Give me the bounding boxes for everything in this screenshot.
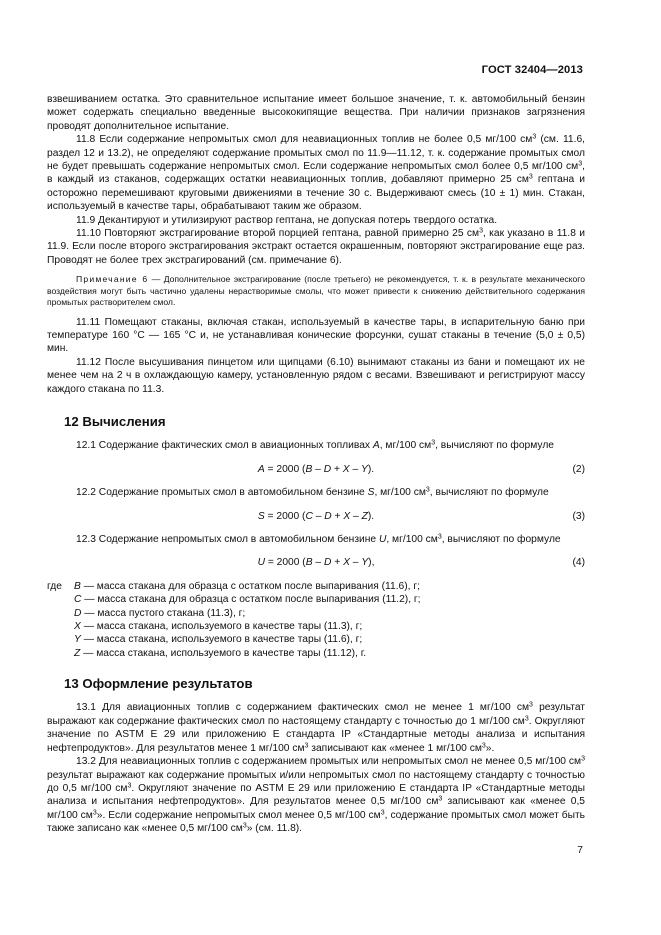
definition-b: B — масса стакана для образца с остатком после выпаривания (11.6), г; [74, 580, 420, 592]
paragraph-11-10: 11.10 Повторяют экстрагирование второй порцией гептана, равной примерно 25 $см^3$, как указано в 11.8 и 11.9. Если после второго экстрагирования экстракт остается окрашенным, повторяют экстрагирование еще раз. Проводят не более трех экстрагирований (см. примечание 6). [47, 227, 585, 266]
variable-definitions [47, 580, 585, 660]
section-12 [47, 415, 585, 660]
paragraph-11-8: 11.8 Если содержание непромытых смол для неавиационных топлив не более 0,5 мг/100 $см^3$ (см. 11.6, раздел 12 и 13.2), не определяют содержание промытых смол по 11.9—11.12, т. к. содержание промытых смол не будет превышать содержание непромытых смол. Если содержание непромытых смол более 0,5 мг/100 $см^3$, в каждый из стаканов, содержащих остатки неавиационных топлив, добавляют примерно 25 $см^3$ гептана и осторожно перемешивают круговыми движениями в течение 30 с. Выдерживают смесь (10 ± 1) мин. Стакан, используемый в качестве тары, обрабатывают таким же образом. [47, 133, 585, 213]
definition-row [47, 593, 585, 606]
page-number: 7 [577, 845, 583, 856]
paragraph-12-1: 12.1 Содержание фактических смол в авиационных топливах A, мг/100 $см^3$, вычисляют по формуле [76, 439, 555, 452]
definition-row [47, 620, 585, 633]
definition-c: C — масса стакана для образца с остатком после выпаривания (11.2), г; [74, 594, 421, 606]
paragraph-11-11: 11.11 Помещают стаканы, включая стакан, используемый в качестве тары, в испарительную баню при температуре 160 °С — 165 °С и, не устанавливая конические форсунки, сушат стаканы в течение (5,0 ± 0,5) мин. [47, 316, 585, 355]
formula-4-expression: U = 2000 (B – D + X – Y), [257, 557, 375, 569]
paragraph-13-2: 13.2 Для неавиационных топлив с содержанием промытых или непромытых смол не менее 0,5 мг/100 $см^3$ результат выражают как содержание промытых и/или непромытых смол по настоящему стандарту с точностью до 0,5 мг/100 $см^3$. Округляют значение по ASTM E 29 или приложению Е стандарта IP «Стандартные методы анализа и испытания нефтепродуктов». Для результатов менее 0,5 мг/100 $см^3$ записывают как «менее 0,5 мг/100 $см^3$». Если содержание непромытых смол менее 0,5 мг/100 $см^3$, содержание промытых смол может быть также записано как «менее 0,5 мг/100 $см^3$» (см. 11.8). [47, 755, 585, 835]
formula-2-expression: A = 2000 (B – D + X – Y). [257, 463, 375, 475]
formula-4 [47, 556, 585, 569]
definition-d: D — масса пустого стакана (11.3), г; [74, 607, 246, 619]
paragraph-11-9: 11.9 Декантируют и утилизируют раствор гептана, не допуская потерь твердого остатка. [76, 214, 498, 226]
formula-3-expression: S = 2000 (C – D + X – Z). [257, 510, 375, 522]
paragraph-13-1: 13.1 Для авиационных топлив с содержанием фактических смол не менее 1 мг/100 $см^3$ результат выражают как содержание фактических смол по настоящему стандарту с точностью до 1 мг/100 $см^3$. Округляют значение по ASTM E 29 или приложению Е стандарта IP «Стандартные методы анализа и испытания нефтепродуктов». Для результатов менее 1 мг/100 $см^3$ записывают как «менее 1 мг/100 $см^3$». [47, 701, 585, 754]
page-body [47, 93, 585, 836]
formula-2 [47, 463, 585, 476]
formula-4-number: (4) [572, 557, 585, 569]
formula-3 [47, 510, 585, 523]
intro-paragraph: взвешиванием остатка. Это сравнительное испытание имеет большое значение, т. к. автомобильный бензин может содержать специально введенные высококипящие вещества. При наличии признаков загрязнения проводят дополнительное испытание. [47, 94, 585, 132]
formula-2-number: (2) [572, 463, 585, 475]
definition-row [47, 647, 585, 660]
note-6-text: — Дополнительное экстрагирование (после третьего) не рекомендуется, т. к. в результате механического воздействия могут быть частично удалены нерастворимые смолы, что может привести к снижению действительного содержания промытых растворителем смол. [47, 274, 586, 308]
definition-row [47, 580, 585, 593]
definition-row [47, 633, 585, 646]
note-6 [47, 274, 585, 308]
paragraph-11-12: 11.12 После высушивания пинцетом или щипцами (6.10) вынимают стаканы из бани и помещают их не менее чем на 2 ч в охлаждающую камеру, установленную рядом с весами. Взвешивают и регистрируют массу каждого стакана по 11.3. [47, 356, 585, 395]
paragraph-12-2: 12.2 Содержание промытых смол в автомобильном бензине S, мг/100 $см^3$, вычисляют по формуле [76, 486, 549, 499]
paragraph-12-3: 12.3 Содержание непромытых смол в автомобильном бензине U, мг/100 $см^3$, вычисляют по формуле [76, 533, 561, 545]
standard-header: ГОСТ 32404—2013 [481, 64, 583, 76]
section-12-title: 12 Вычисления [64, 413, 166, 429]
section-13-title: 13 Оформление результатов [64, 676, 253, 692]
definition-y: Y — масса стакана, используемого в качестве тары (11.6), г; [74, 634, 363, 646]
definition-x: X — масса стакана, используемого в качестве тары (11.3), г; [74, 620, 363, 632]
definition-row [47, 607, 585, 620]
definition-z: Z — масса стакана, используемого в качестве тары (11.12), г. [74, 647, 367, 659]
section-13 [47, 677, 585, 835]
note-6-label: Примечание 6 [76, 274, 149, 285]
where-word: где [47, 580, 62, 592]
formula-3-number: (3) [572, 510, 585, 522]
